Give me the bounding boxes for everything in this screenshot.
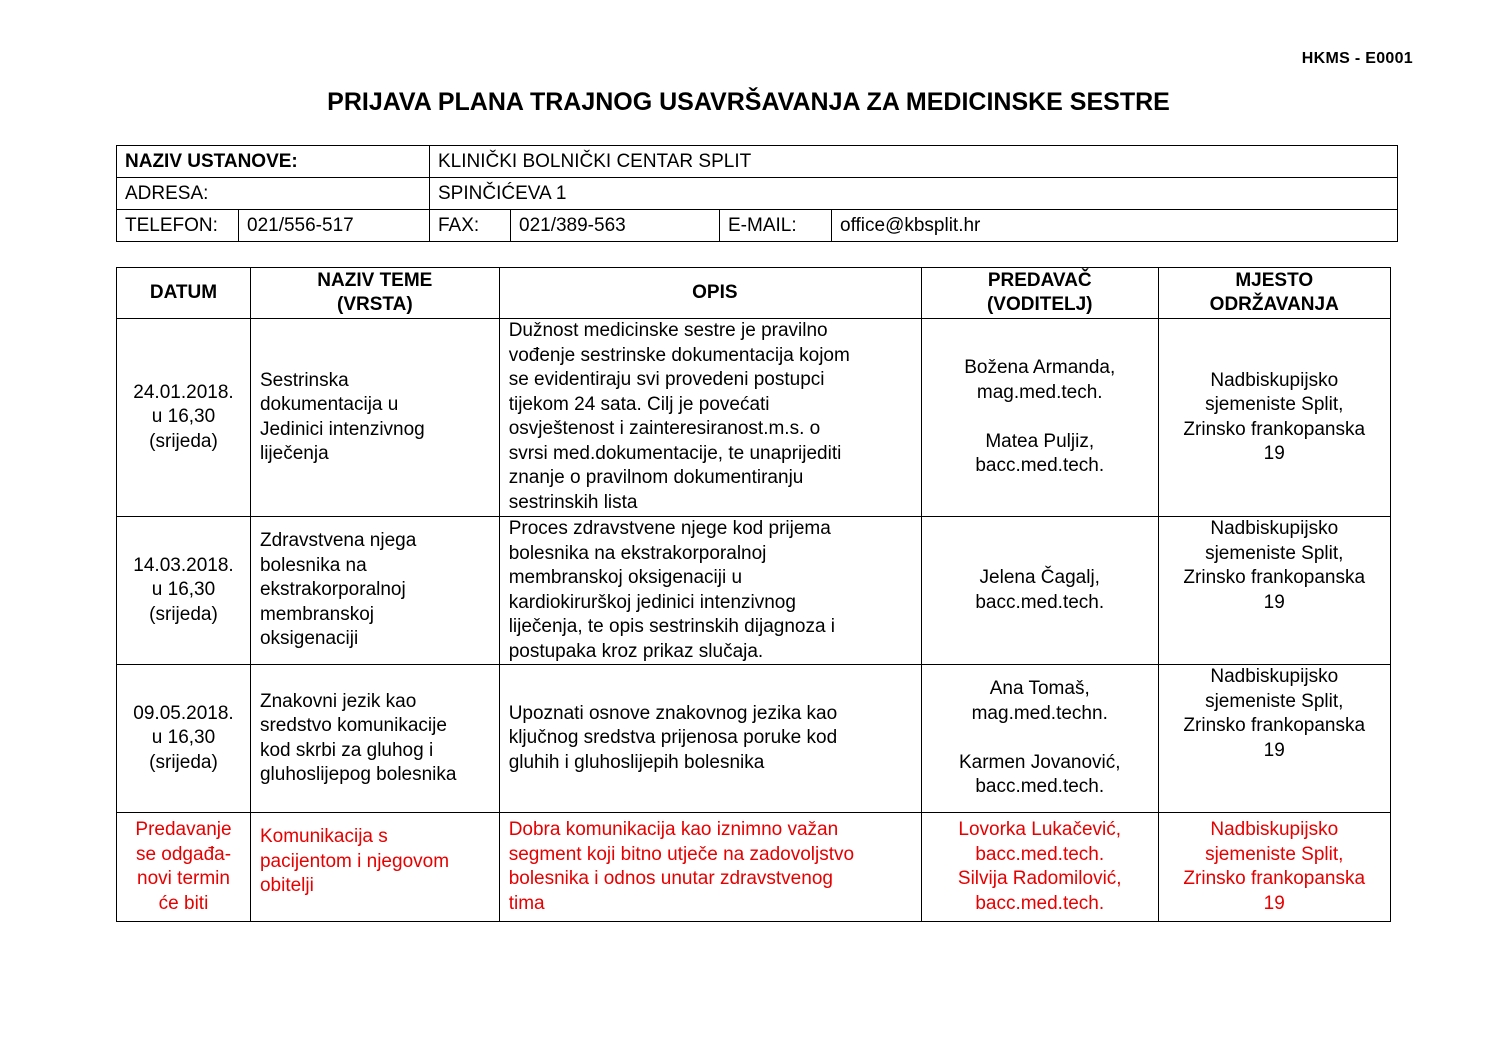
row-lecturer: Lovorka Lukačević, bacc.med.tech. Silvija Radomilović, bacc.med.tech. <box>921 813 1158 922</box>
phone-value: 021/556-517 <box>239 210 430 242</box>
email-label: E-MAIL: <box>720 210 832 242</box>
phone-label: TELEFON: <box>117 210 239 242</box>
row-place: Nadbiskupijsko sjemeniste Split, Zrinsko frankopanska 19 <box>1158 813 1391 922</box>
row-topic: Komunikacija s pacijentom i njegovom obitelji <box>250 813 499 922</box>
institution-info-table <box>116 145 1398 242</box>
table-row <box>117 517 1391 665</box>
row-topic: Znakovni jezik kao sredstvo komunikacije kod skrbi za gluhog i gluhoslijepog bolesnika <box>250 665 499 813</box>
fax-value: 021/389-563 <box>511 210 720 242</box>
row-place: Nadbiskupijsko sjemeniste Split, Zrinsko frankopanska 19 <box>1158 517 1391 665</box>
page-title: PRIJAVA PLANA TRAJNOG USAVRŠAVANJA ZA MEDICINSKE SESTRE <box>327 88 1170 116</box>
row-place: Nadbiskupijsko sjemeniste Split, Zrinsko frankopanska 19 <box>1158 319 1391 517</box>
institution-label: NAZIV USTANOVE: <box>117 146 430 178</box>
training-plan-table <box>116 267 1391 922</box>
address-label: ADRESA: <box>117 178 430 210</box>
institution-value: KLINIČKI BOLNIČKI CENTAR SPLIT <box>430 146 1398 178</box>
table-row <box>117 665 1391 813</box>
email-value: office@kbsplit.hr <box>832 210 1398 242</box>
row-lecturer: Jelena Čagalj, bacc.med.tech. <box>921 517 1158 665</box>
row-description: Proces zdravstvene njege kod prijema bolesnika na ekstrakorporalnoj membranskoj oksigenaciji u kardiokirurškoj jedinici intenzivnog liječenja, te opis sestrinskih dijagnoza i postupaka kroz prikaz slučaja. <box>499 517 921 665</box>
header-date: DATUM <box>117 268 251 319</box>
row-description: Dužnost medicinske sestre je pravilno vođenje sestrinske dokumentacija kojom se evidentiraju svi provedeni postupci tijekom 24 sata. Cilj je povećati osvještenost i zainteresiranost.m.s. o svrsi med.dokumentacije, te unaprijediti znanje o pravilnom dokumentiranju sestrinskih lista <box>499 319 921 517</box>
row-topic: Zdravstvena njega bolesnika na ekstrakorporalnoj membranskoj oksigenaciji <box>250 517 499 665</box>
header-topic: NAZIV TEME (VRSTA) <box>250 268 499 319</box>
document-code: HKMS - E0001 <box>1301 50 1413 67</box>
header-description: OPIS <box>499 268 921 319</box>
row-description: Dobra komunikacija kao iznimno važan segment koji bitno utječe na zadovoljstvo bolesnika i odnos unutar zdravstvenog tima <box>499 813 921 922</box>
table-row <box>117 319 1391 517</box>
table-header-row <box>117 268 1391 319</box>
header-lecturer: PREDAVAČ (VODITELJ) <box>921 268 1158 319</box>
fax-label: FAX: <box>430 210 511 242</box>
row-description: Upoznati osnove znakovnog jezika kao ključnog sredstva prijenosa poruke kod gluhih i gluhoslijepih bolesnika <box>499 665 921 813</box>
header-place: MJESTO ODRŽAVANJA <box>1158 268 1391 319</box>
row-topic: Sestrinska dokumentacija u Jedinici intenzivnog liječenja <box>250 319 499 517</box>
row-date: Predavanje se odgađa- novi termin će biti <box>117 813 251 922</box>
row-date: 14.03.2018. u 16,30 (srijeda) <box>117 517 251 665</box>
row-place: Nadbiskupijsko sjemeniste Split, Zrinsko frankopanska 19 <box>1158 665 1391 813</box>
row-date: 24.01.2018. u 16,30 (srijeda) <box>117 319 251 517</box>
row-date: 09.05.2018. u 16,30 (srijeda) <box>117 665 251 813</box>
address-value: SPINČIĆEVA 1 <box>430 178 1398 210</box>
row-lecturer: Božena Armanda, mag.med.tech. Matea Puljiz, bacc.med.tech. <box>921 319 1158 517</box>
table-row-postponed <box>117 813 1391 922</box>
row-lecturer: Ana Tomaš, mag.med.techn. Karmen Jovanović, bacc.med.tech. <box>921 665 1158 813</box>
